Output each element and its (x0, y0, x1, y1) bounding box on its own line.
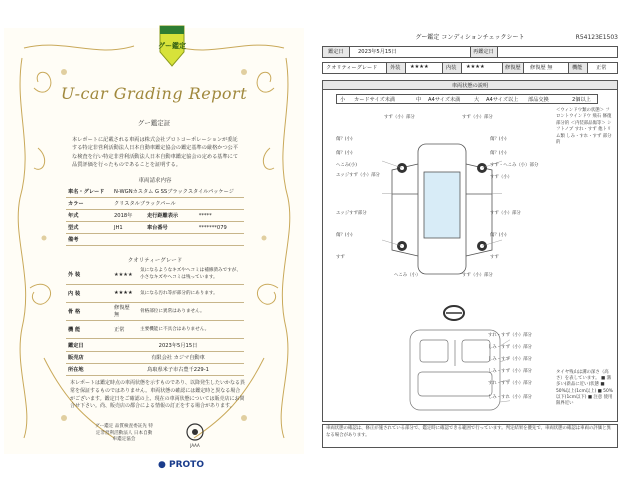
ext-stars: ★★★★ (410, 64, 429, 70)
diagram-label: 傷？(小) (490, 233, 507, 238)
table-row (66, 302, 244, 320)
table-row (66, 340, 244, 352)
table-row (66, 266, 244, 284)
window-interior-notes: ＜ウィンドウ類の状態＞ フロントウインドウ 飛石 修復 部分的 ＜内装部品傷等＞ シフトノブ すれ・すず 他トリム類 しみ・すれ・すず 部分的 (556, 108, 612, 146)
diagram-label: へこみ(小) (336, 163, 357, 168)
vehicle-section-heading: 車両請求内容 (138, 178, 172, 184)
diagram-label: 傷？(小) (336, 151, 353, 156)
func-label: 機能 (572, 65, 583, 71)
sheet-title: グー鑑定 コンディションチェックシート (415, 34, 525, 41)
badge-label: グー鑑定 (158, 42, 186, 50)
diagram-label: すず・へこみ（小）部分 (490, 163, 539, 168)
recheck-label: 再鑑定日 (473, 49, 494, 55)
jaaa-emblem-icon (185, 422, 205, 442)
diagram-label: エッジすず（小）部分 (336, 173, 380, 178)
name-label: 車名・グレード (66, 186, 112, 198)
state-heading: 車両状態の説明 (451, 83, 489, 89)
diagram-label: すず (490, 255, 499, 260)
repair-label: 修復歴 (505, 65, 521, 71)
mileage-label: 走行距離表示 (145, 210, 197, 222)
report-title: U-car Grading Report (60, 84, 248, 103)
function-label: 機 能 (66, 320, 112, 338)
frame-label: 骨 格 (66, 302, 112, 320)
int-label: 内装 (446, 65, 457, 71)
legend-large-desc: A4サイズ以上 (486, 97, 519, 103)
diagram-label: 傷？(小) (336, 137, 353, 142)
exterior-label: 外 装 (66, 266, 112, 284)
legend-medium: 中 (416, 97, 422, 103)
color-label: カラー (66, 198, 112, 210)
interior-label: すれ・すず（小）部分 (488, 333, 532, 338)
disclaimer-text: 本レポートは鑑定時点の車両状態を示すものであり、以降発生したいかなる異常を保証するものではありません。車両状態の確認には鑑定時と異なる場合がございます。鑑定日をご確認の上、現在の車両状態については販売店にお問合せ下さい。尚、販売店の都合による情報の訂正をする場合があります。 (70, 380, 246, 410)
report-subtitle: グー鑑定証 (137, 119, 171, 127)
diagram-label: すず（小）部分 (462, 273, 493, 278)
address-label: 所在地 (66, 364, 112, 376)
legend-multiple: 2個以上 (572, 97, 591, 103)
diagram-label: すず（小） (490, 175, 512, 180)
name-value: N-WGNカスタム G SSブラックスタイルパッケージ (112, 186, 244, 198)
table-row (66, 352, 244, 364)
organization-text: グー鑑定 品質検査委託先 特定非営利活動法人 日本自動車鑑定協会 (94, 424, 154, 442)
bottom-note: 車両状態の確認は、修正が施されている部分で、鑑定時に確認できる範囲で行っています。判定結果を優先で、車両状態の確認は車両の評価と異なる場合があります。 (326, 426, 611, 438)
date-label: 鑑定日 (328, 49, 344, 55)
interior-label: しみ・すず（小）部分 (488, 345, 532, 350)
diagram-label: すず（小）部分 (462, 115, 493, 120)
quality-table (66, 266, 244, 339)
interior-stars: ★★★★ (112, 284, 138, 302)
appraisal-date-value: 2023年5月15日 (112, 340, 244, 352)
ext-label: 外装 (390, 65, 401, 71)
diagram-label: エッジすず部分 (336, 211, 367, 216)
shop-label: 販売店 (66, 352, 112, 364)
int-stars: ★★★★ (466, 64, 485, 70)
exterior-desc: 気になるようなキズやヘコミは補修済みですが、小さなキズやヘコミは残っています。 (138, 266, 244, 284)
address-value: 鳥取県米子市古豊千229-1 (112, 364, 244, 376)
table-row (66, 222, 244, 234)
frame-desc: 骨格部位に異常はありません。 (138, 302, 244, 320)
quality-section-heading: クオリティーグレード (127, 258, 183, 264)
model-label: 型式 (66, 222, 112, 234)
interior-label: しみ・すれ（小）部分 (488, 395, 532, 400)
table-row (66, 210, 244, 222)
appraisal-date-label: 鑑定日 (66, 340, 112, 352)
diagram-label: すず（小）部分 (490, 211, 521, 216)
table-row (66, 186, 244, 198)
jaaa-logo (182, 422, 208, 448)
diagram-label: 傷？(小) (490, 151, 507, 156)
function-desc: 主要機能に不具合はありません。 (138, 320, 244, 338)
diagram-label: 傷？(小) (336, 233, 353, 238)
table-row (66, 234, 244, 246)
car-exterior-diagram (382, 134, 502, 284)
grade-label: クオリティーグレード (326, 65, 378, 71)
condition-check-sheet (322, 26, 618, 452)
intro-text: 本レポートに記載される車両は株式会社プロトコーポレーションが委託する特定非営利活動法人日本自動車鑑定協会の鑑定基準の厳格かつ公平な検査を行い特定非営利活動法人日本自動車鑑定協会の定める基準にて品質評価を行ったものであることを証明する。 (72, 137, 239, 168)
legend-small: 小 (340, 97, 346, 103)
interior-label: 内 装 (66, 284, 112, 302)
proto-text: PROTO (169, 460, 204, 470)
func-value: 正常 (596, 65, 607, 71)
legend-parts: 部品交換 (528, 97, 549, 103)
frame-value: 修復歴 無 (112, 302, 138, 320)
legend-large: 大 (474, 97, 480, 103)
diagram-label: すず（小）部分 (384, 115, 415, 120)
vehicle-table (66, 186, 244, 246)
color-value: クリスタルブラックパール (112, 198, 244, 210)
repair-value: 修復歴 無 (530, 65, 553, 71)
interior-desc: 気になる汚れ等が部分的にあります。 (138, 284, 244, 302)
year-label: 年式 (66, 210, 112, 222)
diagram-label: へこみ（小） (394, 273, 421, 278)
chassis-label: 車台番号 (145, 222, 197, 234)
tire-legend-note: タイヤ残山は溝の深さ（高さ）を表しています。 ■ 溝多い(新品に近い)状態 ■ 50%以上(1cm以上) ■ 50%以下(1cm以下) ■ 注意 使用限界近い (556, 370, 613, 407)
date-value: 2023年5月15日 (358, 49, 397, 55)
legend-small-desc: カードサイズ未満 (354, 97, 396, 103)
sheet-number: R54123E1503 (575, 34, 618, 41)
diagram-label: 傷？(小) (490, 137, 507, 142)
interior-label: すれ・すず（小）部分 (488, 381, 532, 386)
diagram-label: すず (336, 255, 345, 260)
function-value: 正常 (112, 320, 138, 338)
table-row (66, 320, 244, 338)
goo-appraisal-badge-icon (154, 22, 190, 70)
year-value: 2018年 (112, 210, 145, 222)
grading-report (4, 28, 304, 470)
mileage-value: ***** (197, 210, 244, 222)
steering-wheel-icon (442, 304, 466, 322)
legend-medium-desc: A4サイズ未満 (428, 97, 461, 103)
table-row (66, 364, 244, 376)
table-row (66, 198, 244, 210)
interior-label: しみ・すず（小）部分 (488, 369, 532, 374)
exterior-stars: ★★★★ (112, 266, 138, 284)
table-row (66, 284, 244, 302)
shop-value: 有限会社 カジマ自動車 (112, 352, 244, 364)
jaaa-text: JAAA (190, 443, 200, 448)
interior-label: しみ・すず（小）部分 (488, 357, 532, 362)
chassis-value: *******079 (197, 222, 244, 234)
dealer-table (66, 340, 244, 376)
proto-logo: ● PROTO (158, 460, 204, 470)
notes-label: 備考 (66, 234, 112, 246)
model-value: JH1 (112, 222, 145, 234)
